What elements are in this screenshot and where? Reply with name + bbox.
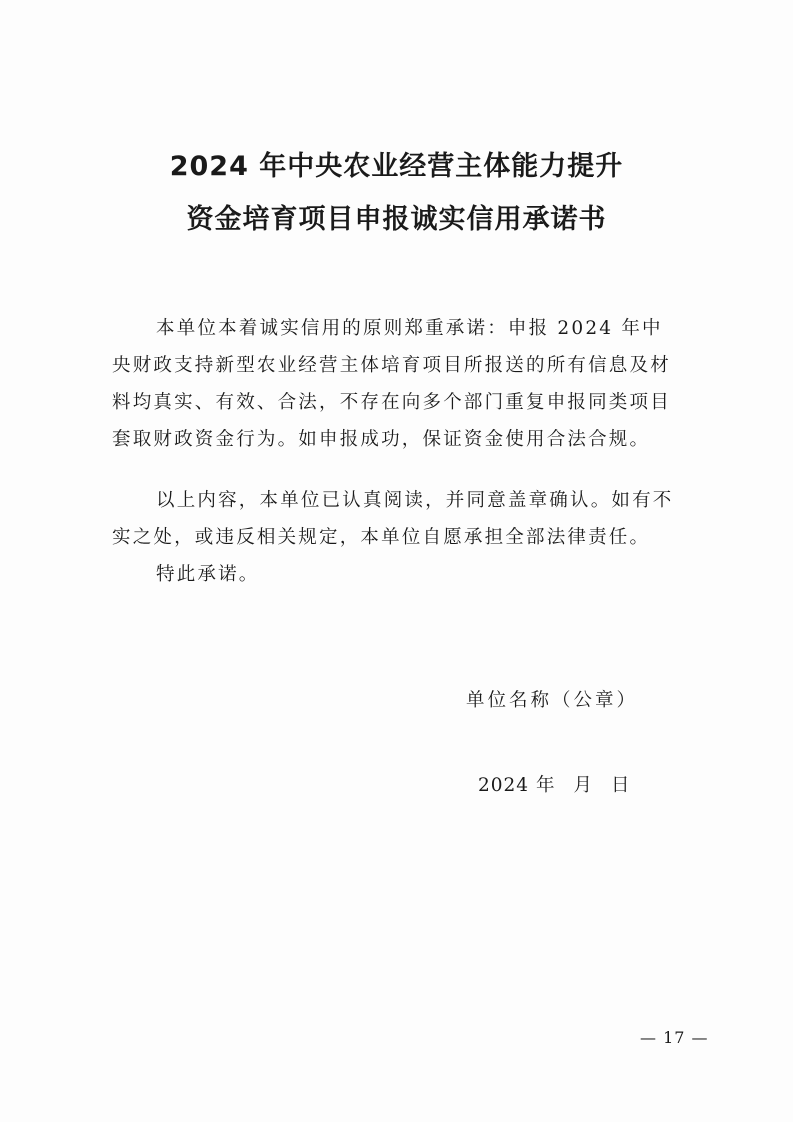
date-day: 日 (610, 775, 631, 796)
closing-statement: 特此承诺。 (156, 564, 260, 585)
liability-paragraph: 以上内容，本单位已认真阅读，并同意盖章确认。如有不实之处，或违反相关规定，本单位自愿承担全部法律责任。 (112, 490, 674, 548)
page-number: — 17 — (640, 1028, 709, 1047)
date-line (478, 771, 631, 797)
signature-label: 单位名称（公章） (466, 690, 639, 711)
document-title-line-1: 2024 年中央农业经营主体能力提升 (169, 151, 624, 182)
date-month: 月 (573, 775, 593, 796)
document-title-line-2: 资金培育项目申报诚实信用承诺书 (186, 204, 607, 235)
date-year: 2024 年 (478, 775, 556, 796)
commitment-paragraph: 本单位本着诚实信用的原则郑重承诺：申报 2024 年中央财政支持新型农业经营主体培育项目所报送的所有信息及材料均真实、有效、合法，不存在向多个部门重复申报同类项目套取财政资金行为。如申报成功，保证资金使用合法合规。 (112, 318, 671, 450)
